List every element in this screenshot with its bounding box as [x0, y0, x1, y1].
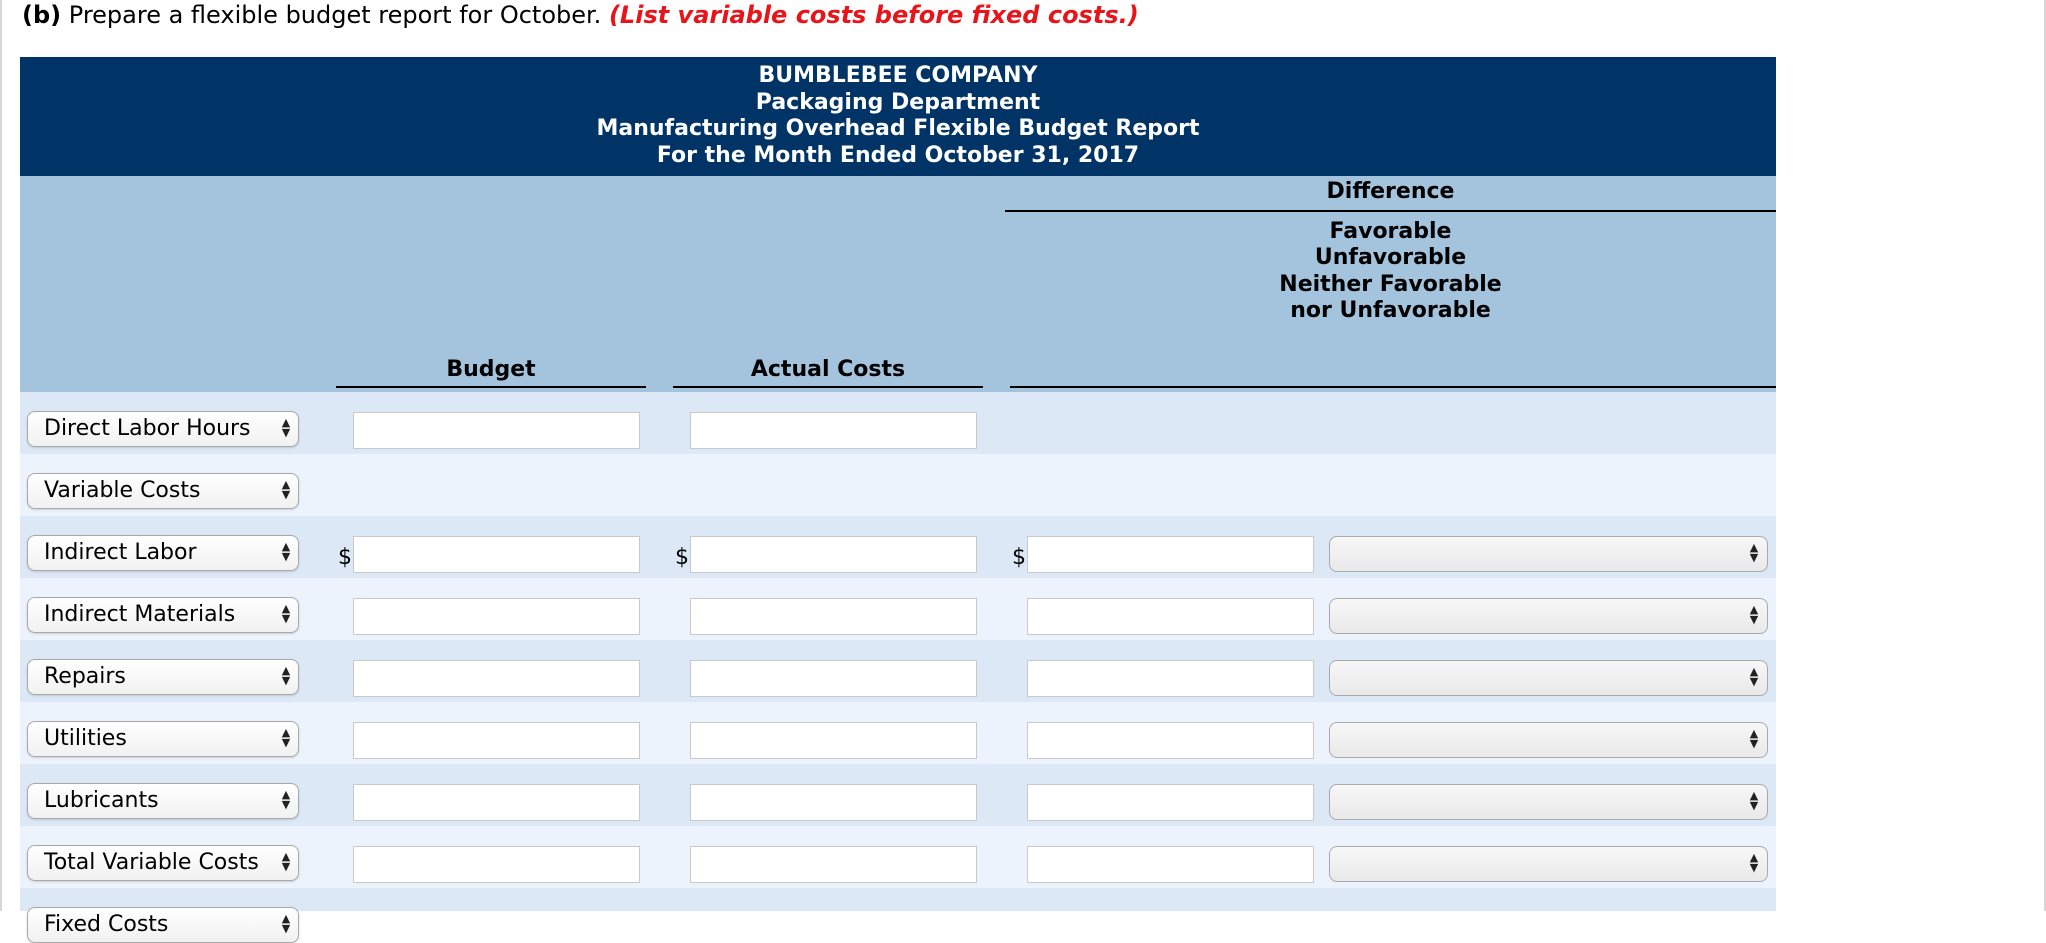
- report-title: [20, 57, 1776, 176]
- row-direct-labor-hours: [20, 392, 1776, 454]
- row-label-select[interactable]: [27, 597, 299, 633]
- row-label: Direct Labor Hours: [44, 416, 251, 441]
- row-label-select[interactable]: [27, 473, 299, 509]
- dollar-sign: $: [675, 545, 689, 570]
- row-label-select[interactable]: [27, 411, 299, 447]
- row-fixed-costs: [20, 888, 1776, 937]
- row-label: Lubricants: [44, 788, 159, 813]
- page-left-border: [0, 0, 2, 911]
- report-period: For the Month Ended October 31, 2017: [656, 142, 1140, 168]
- chevron-updown-icon: ▲ ▼: [1749, 603, 1759, 626]
- difference-input[interactable]: [1027, 784, 1314, 821]
- dollar-sign: $: [1012, 545, 1026, 570]
- row-indirect-materials: [20, 578, 1776, 640]
- actual-input[interactable]: [690, 846, 977, 883]
- row-indirect-labor: [20, 516, 1776, 578]
- row-label: Repairs: [44, 664, 126, 689]
- column-headers: [20, 176, 1776, 392]
- row-utilities: [20, 702, 1776, 764]
- difference-input[interactable]: [1027, 536, 1314, 573]
- difference-status-select[interactable]: [1329, 660, 1768, 696]
- difference-input[interactable]: [1027, 598, 1314, 635]
- budget-input[interactable]: [353, 412, 640, 449]
- row-label-select[interactable]: [27, 845, 299, 881]
- chevron-updown-icon: ▲ ▼: [1749, 665, 1759, 688]
- budget-input[interactable]: [353, 598, 640, 635]
- row-label-select[interactable]: [27, 721, 299, 757]
- budget-header-underline: [336, 386, 646, 388]
- chevron-updown-icon: ▲ ▼: [1749, 727, 1759, 750]
- row-variable-costs: [20, 454, 1776, 516]
- row-repairs: [20, 640, 1776, 702]
- chevron-updown-icon: ▲ ▼: [281, 664, 291, 687]
- row-label: Utilities: [44, 726, 127, 751]
- chevron-updown-icon: ▲ ▼: [281, 602, 291, 625]
- budget-input[interactable]: [353, 846, 640, 883]
- part-label: (b): [22, 1, 62, 29]
- instruction-text: Prepare a flexible budget report for October.: [68, 1, 602, 29]
- difference-input[interactable]: [1027, 846, 1314, 883]
- row-label-select[interactable]: [27, 659, 299, 695]
- chevron-updown-icon: ▲ ▼: [281, 416, 291, 439]
- row-label: Fixed Costs: [44, 912, 169, 937]
- row-label-select[interactable]: [27, 783, 299, 819]
- row-label-select[interactable]: [27, 907, 299, 943]
- actual-costs-header: Actual Costs: [750, 357, 906, 382]
- budget-input[interactable]: [353, 536, 640, 573]
- difference-status-select[interactable]: [1329, 536, 1768, 572]
- row-label: Total Variable Costs: [44, 850, 259, 875]
- chevron-updown-icon: ▲ ▼: [281, 726, 291, 749]
- row-label: Indirect Labor: [44, 540, 197, 565]
- chevron-updown-icon: ▲ ▼: [281, 788, 291, 811]
- instruction-note: (List variable costs before fixed costs.): [608, 1, 1139, 29]
- budget-input[interactable]: [353, 784, 640, 821]
- budget-input[interactable]: [353, 660, 640, 697]
- instruction: [22, 0, 1139, 30]
- difference-column-underline: [1010, 386, 1776, 388]
- chevron-updown-icon: ▲ ▼: [281, 540, 291, 563]
- difference-option-neither: Neither Favorable: [1279, 272, 1502, 297]
- row-label: Indirect Materials: [44, 602, 236, 627]
- difference-status-select[interactable]: [1329, 846, 1768, 882]
- difference-input[interactable]: [1027, 722, 1314, 759]
- chevron-updown-icon: ▲ ▼: [1749, 541, 1759, 564]
- difference-option-nor: nor Unfavorable: [1290, 298, 1491, 323]
- difference-header: Difference: [1326, 179, 1455, 204]
- actual-input[interactable]: [690, 412, 977, 449]
- chevron-updown-icon: ▲ ▼: [281, 850, 291, 873]
- difference-option-favorable: Favorable: [1329, 219, 1452, 244]
- actual-header-underline: [673, 386, 983, 388]
- budget-input[interactable]: [353, 722, 640, 759]
- company-name: BUMBLEBEE COMPANY: [758, 63, 1038, 88]
- actual-input[interactable]: [690, 536, 977, 573]
- chevron-updown-icon: ▲ ▼: [1749, 851, 1759, 874]
- difference-status-select[interactable]: [1329, 784, 1768, 820]
- chevron-updown-icon: ▲ ▼: [281, 478, 291, 501]
- report-name: Manufacturing Overhead Flexible Budget Report: [596, 116, 1200, 141]
- flexible-budget-report: [20, 57, 1776, 937]
- difference-input[interactable]: [1027, 660, 1314, 697]
- chevron-updown-icon: ▲ ▼: [281, 912, 291, 935]
- difference-option-unfavorable: Unfavorable: [1314, 245, 1467, 270]
- difference-header-underline: [1005, 210, 1776, 212]
- actual-input[interactable]: [690, 660, 977, 697]
- row-total-variable-costs: [20, 826, 1776, 888]
- actual-input[interactable]: [690, 598, 977, 635]
- dollar-sign: $: [338, 545, 352, 570]
- actual-input[interactable]: [690, 722, 977, 759]
- budget-header: Budget: [446, 357, 536, 382]
- actual-input[interactable]: [690, 784, 977, 821]
- department-name: Packaging Department: [755, 89, 1041, 115]
- row-label: Variable Costs: [44, 478, 201, 503]
- row-label-select[interactable]: [27, 535, 299, 571]
- difference-status-select[interactable]: [1329, 722, 1768, 758]
- row-lubricants: [20, 764, 1776, 826]
- difference-status-select[interactable]: [1329, 598, 1768, 634]
- chevron-updown-icon: ▲ ▼: [1749, 789, 1759, 812]
